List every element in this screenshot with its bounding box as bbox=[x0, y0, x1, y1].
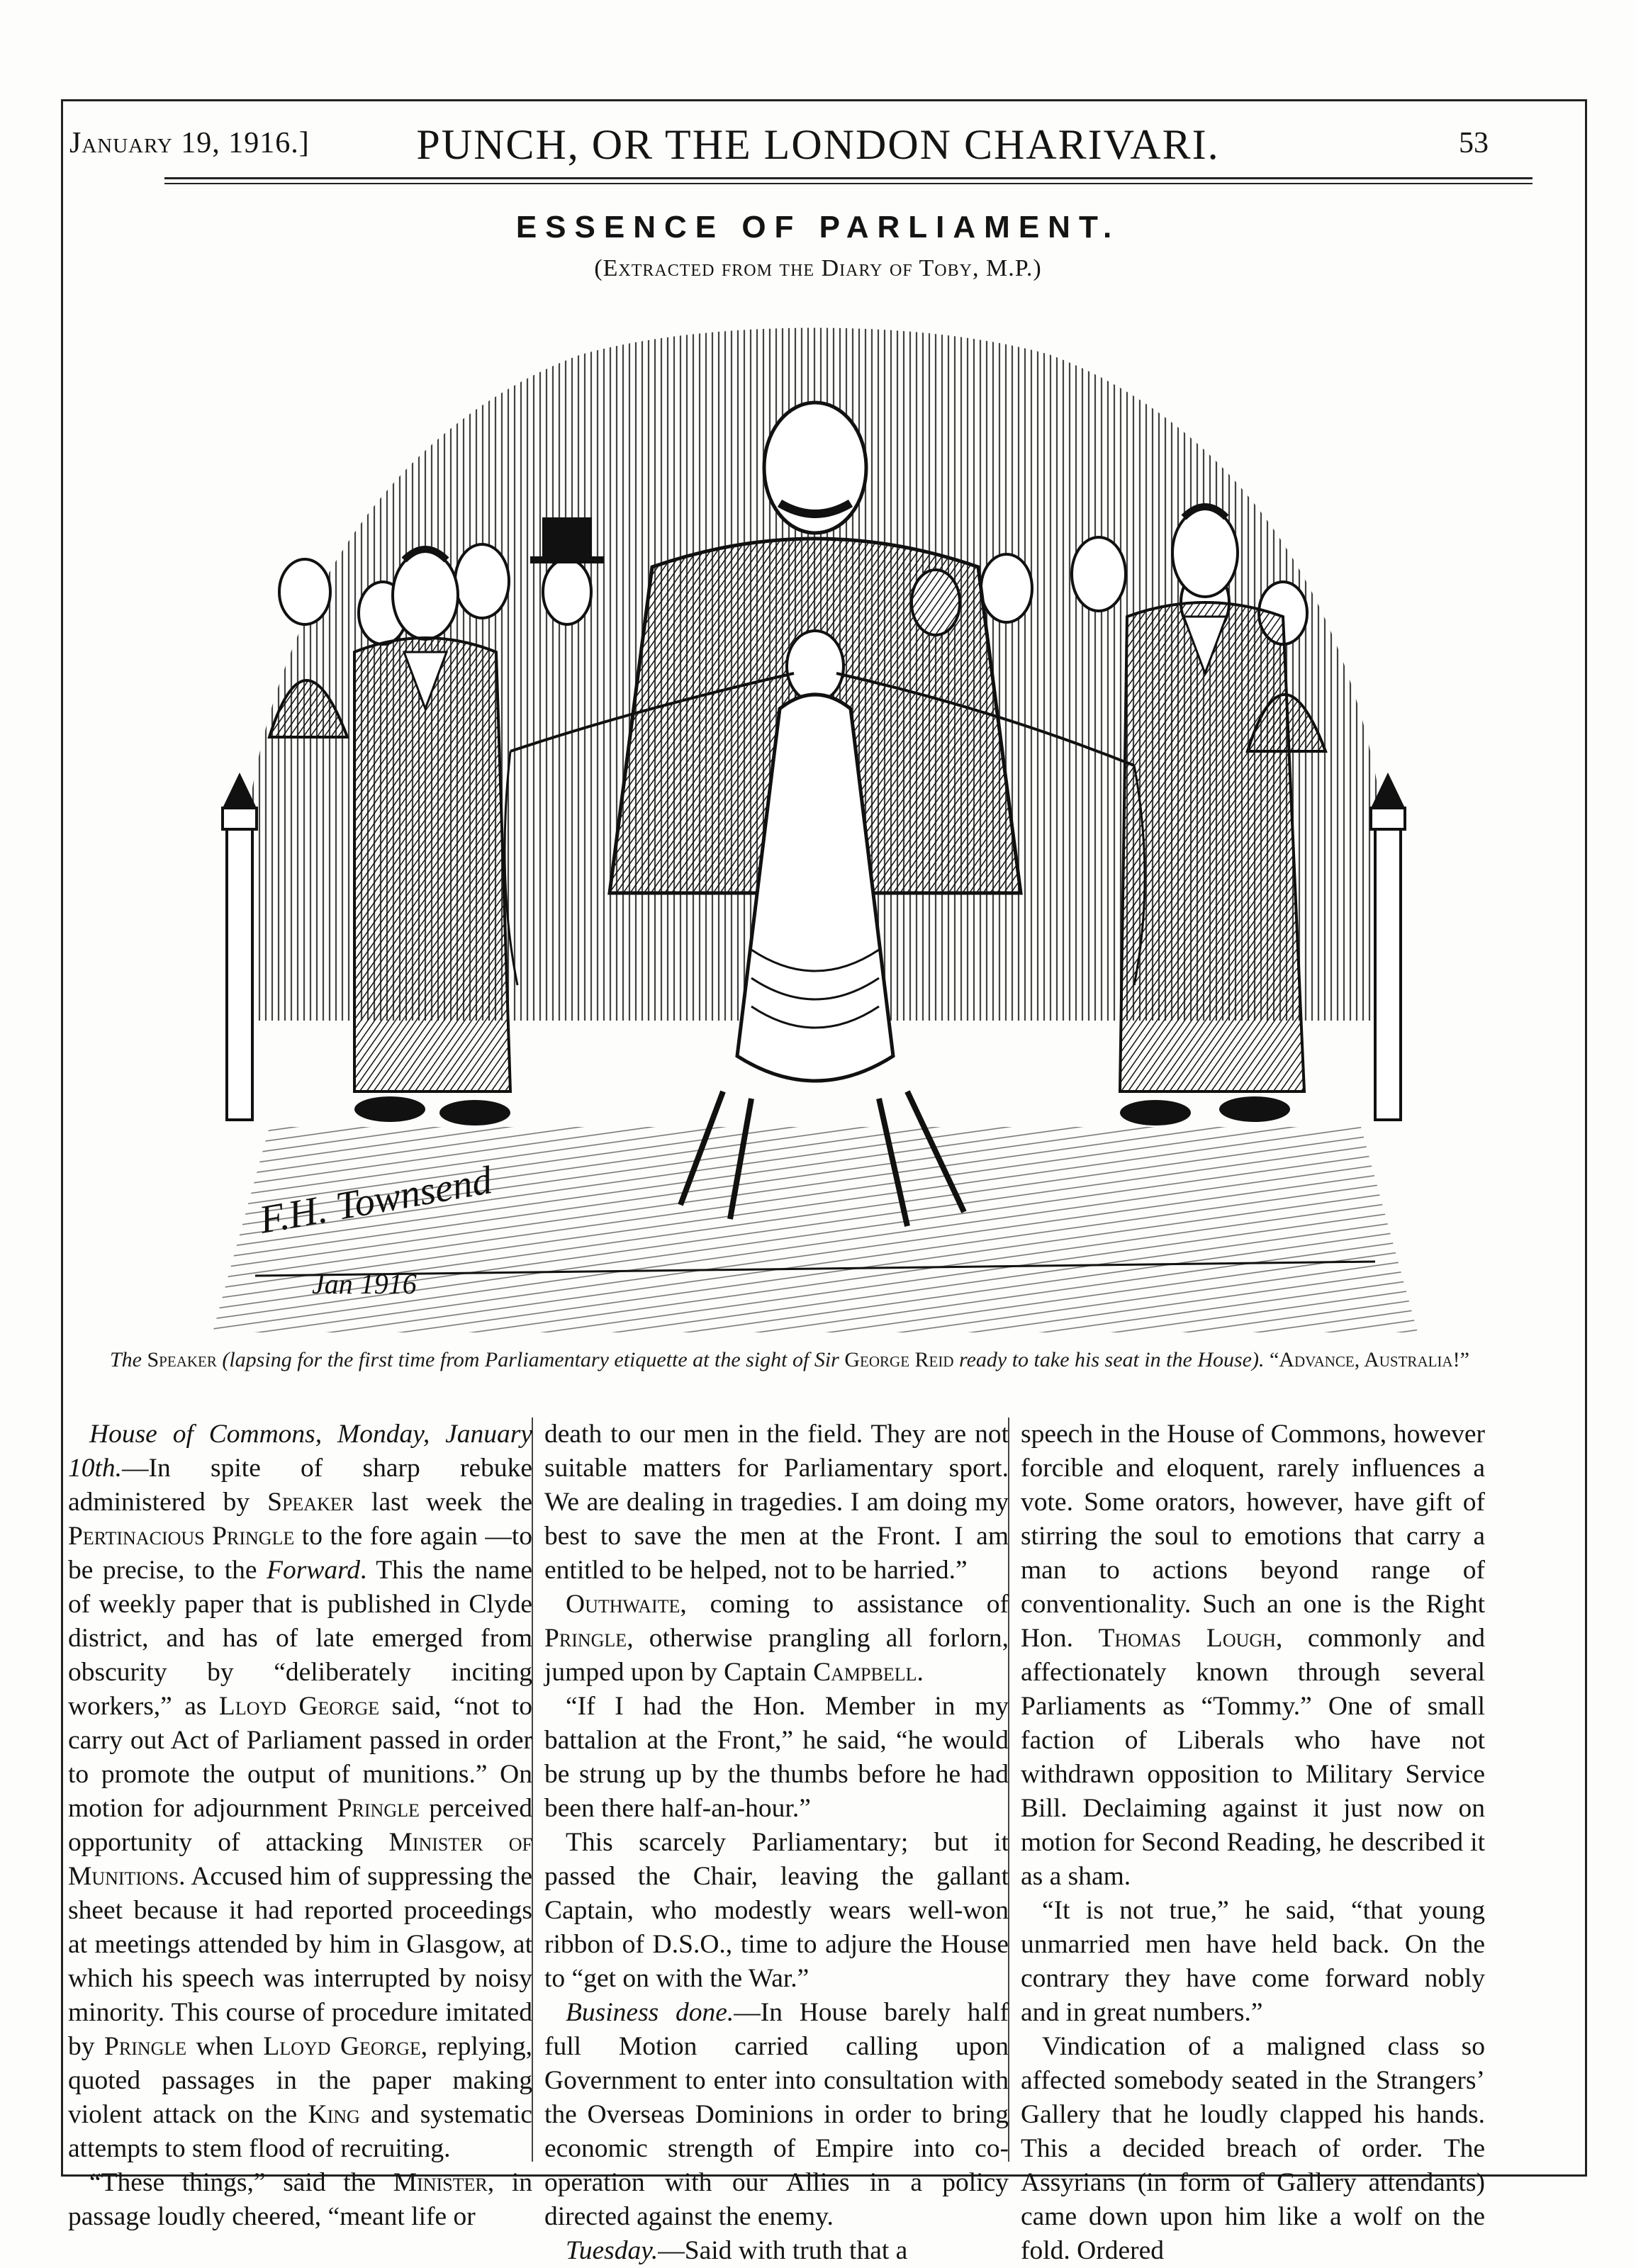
name-run: Pertinacious Pringle bbox=[68, 1522, 295, 1551]
issue-date: January 19, 1916.] bbox=[69, 127, 310, 159]
text-run: and systematic attempts to stem flood of recruiting. bbox=[68, 2100, 532, 2163]
text-run: , otherwise prangling all forlorn, jumped upon by Captain bbox=[544, 1624, 1009, 1687]
cartoon-caption bbox=[110, 1345, 1528, 1375]
text-run: speech in the House of Commons, however forcible and eloquent, rarely influences a vote. Some orators, however, have gift of stirring the soul to emotions that carry a man to actions beyond range of conventionality. Such an one is the Right Hon. bbox=[1021, 1420, 1485, 1653]
name-run: Campbell bbox=[813, 1658, 917, 1687]
article-paragraph: Vindication of a maligned class so affected somebody seated in the Strangers’ Gallery that he loudly clapped his hands. This a decided breach of order. The Assyrians (in form of Gallery attendants) came down upon him like a wolf on the fold. Ordered bbox=[1021, 2032, 1485, 2265]
text-run: when bbox=[186, 2032, 264, 2061]
section-title: ESSENCE OF PARLIAMENT. bbox=[515, 210, 1121, 245]
text-run: “These things,” said the bbox=[89, 2168, 393, 2197]
article-paragraph bbox=[544, 1588, 1009, 1690]
text-run: , commonly and affectionately known through several Parliaments as “Tommy.” One of small faction of Liberals who have not withdrawn opposition to Military Service Bill. Declaiming against it just now on motion for Second Reading, he described it as a sham. bbox=[1021, 1624, 1485, 1891]
text-run: . Accused him of suppressing the sheet because it had reported proceedings at meetings attended by him in Glasgow, at which his speech was interrupted by noisy minority. This course of procedure imitated by bbox=[68, 1862, 532, 2061]
article-paragraph bbox=[68, 1418, 532, 2166]
name-run: King bbox=[308, 2100, 360, 2129]
right-post bbox=[1371, 773, 1405, 1120]
section-subtitle: (Extracted from the Diary of Toby, M.P.) bbox=[594, 255, 1042, 281]
masthead-title: PUNCH, OR THE LONDON CHARIVARI. bbox=[416, 121, 1220, 168]
text-run: . bbox=[917, 1658, 924, 1687]
article-paragraph: death to our men in the field. They are not suitable matters for Parliamentary sport. We are dealing in tragedies. I am doing my best to save the men at the Front. I am entitled to be helped, not to be harried.” bbox=[544, 1420, 1009, 1585]
name-run: Pringle bbox=[337, 1794, 420, 1823]
name-run: Thomas Lough bbox=[1098, 1624, 1276, 1653]
name-run: Pringle bbox=[104, 2032, 187, 2061]
cartoon-illustration bbox=[213, 312, 1418, 1332]
name-run: Outhwaite bbox=[566, 1590, 680, 1619]
text-run: —In House barely half full Motion carried calling upon Government to enter into consultation with the Overseas Dominions in order to bring economic strength of Empire into co-operation with our Allies in a policy directed against the enemy. bbox=[544, 1998, 1009, 2231]
name-run: Speaker bbox=[267, 1488, 354, 1517]
article-column-1 bbox=[68, 1418, 532, 2234]
article-column-2 bbox=[544, 1418, 1009, 2268]
article-paragraph bbox=[544, 1996, 1009, 2234]
text-run: last week the bbox=[354, 1488, 532, 1517]
header-rule bbox=[164, 177, 1533, 179]
article-paragraph bbox=[68, 2166, 532, 2234]
top-hat bbox=[542, 517, 592, 560]
text-run: . This the name of weekly paper that is published in Clyde district, and has of late emerged from obscurity by “deliberately inciting workers,” as bbox=[68, 1556, 533, 1721]
dateline: Tuesday. bbox=[566, 2236, 659, 2265]
article-column-3 bbox=[1021, 1418, 1485, 2268]
text-run: said, “not to carry out Act of Parliament passed in order to promote the output of munitions.” On motion for adjournment bbox=[68, 1692, 532, 1823]
page-border-left bbox=[61, 99, 63, 2176]
title-run: Forward bbox=[267, 1556, 361, 1585]
caption-text: (lapsing for the first time from Parliamentary etiquette at the sight of Sir bbox=[216, 1348, 845, 1371]
signature-date: Jan 1916 bbox=[312, 1268, 417, 1300]
article-paragraph bbox=[544, 2234, 1009, 2268]
text-run: —Said with truth that a bbox=[658, 2236, 908, 2265]
artist-signature: F.H. Townsend bbox=[256, 1158, 495, 1242]
text-run: , coming to assistance of bbox=[680, 1590, 1009, 1619]
caption-text: The bbox=[110, 1348, 147, 1371]
article-paragraph: “If I had the Hon. Member in my battalion at the Front,” he said, “he would be strung up by the thumbs before he had been there half-an-hour.” bbox=[544, 1692, 1009, 1823]
name-run: Minister bbox=[393, 2168, 488, 2197]
dateline: House of Commons, Monday, January 10th. bbox=[68, 1420, 532, 1483]
text-run: —In spite of sharp rebuke administered by bbox=[68, 1454, 532, 1517]
article-paragraph bbox=[1021, 1418, 1485, 1894]
text-run: , in passage loudly cheered, “meant life or bbox=[68, 2168, 532, 2231]
page-border-top bbox=[61, 99, 1587, 101]
page-number: 53 bbox=[1459, 127, 1489, 159]
text-run: , replying, quoted passages in the paper making violent attack on the bbox=[68, 2032, 532, 2129]
left-post bbox=[223, 773, 257, 1120]
name-run: Lloyd George bbox=[263, 2032, 421, 2061]
business-done-label: Business done. bbox=[566, 1998, 734, 2027]
header-rule-thin bbox=[164, 183, 1533, 184]
caption-speaker: Speaker bbox=[147, 1348, 217, 1371]
text-run: to the fore again —to be precise, to the bbox=[68, 1522, 532, 1585]
floor bbox=[213, 1127, 1418, 1332]
article-paragraph: “It is not true,” he said, “that young unmarried men have held back. On the contrary they have come forward nobly and in great numbers.” bbox=[1021, 1896, 1485, 2027]
name-run: Pringle bbox=[544, 1624, 627, 1653]
caption-quote: “Advance, Australia!” bbox=[1269, 1348, 1469, 1371]
name-run: Lloyd George bbox=[218, 1692, 380, 1721]
caption-reid: George Reid bbox=[844, 1348, 954, 1371]
caption-text: ready to take his seat in the House). bbox=[953, 1348, 1270, 1371]
text-run: perceived opportunity of attacking bbox=[68, 1794, 532, 1857]
article-paragraph: This scarcely Parliamentary; but it passed the Chair, leaving the gallant Captain, who modestly wears well-won ribbon of D.S.O., time to adjure the House to “get on with the War.” bbox=[544, 1828, 1009, 1993]
page-border-right bbox=[1585, 99, 1587, 2176]
name-run: Minister of Munitions bbox=[68, 1828, 532, 1891]
